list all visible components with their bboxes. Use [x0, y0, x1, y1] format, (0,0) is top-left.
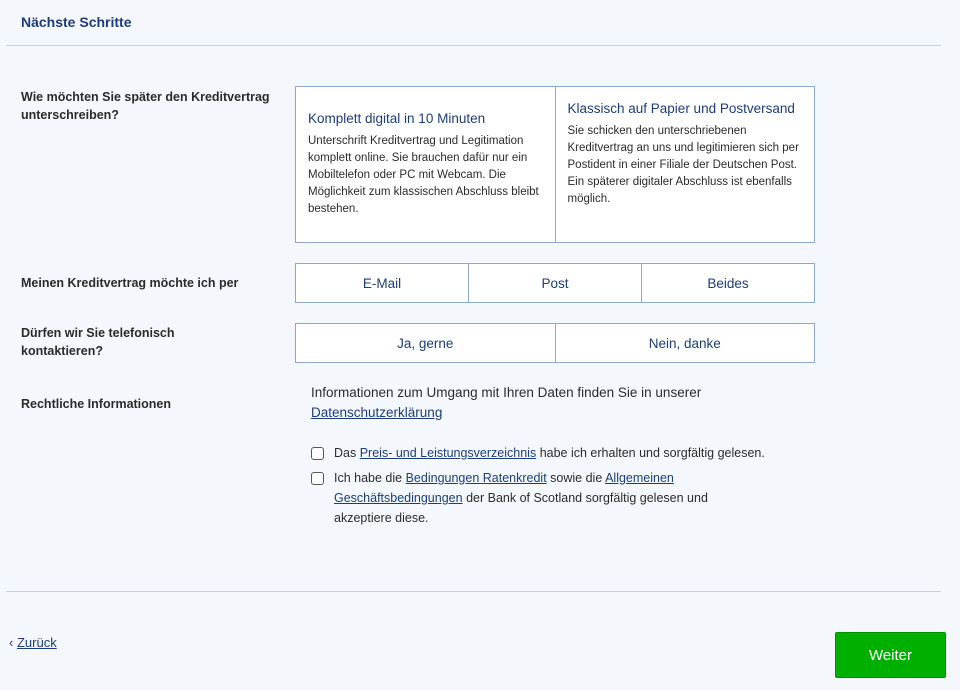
ratenkredit-terms-link[interactable]: Bedingungen Ratenkredit [405, 471, 547, 485]
legal-label: Rechtliche Informationen [21, 397, 172, 411]
sign-method-selector [295, 86, 815, 243]
cb2-pre: Ich habe die [334, 471, 403, 485]
back-link[interactable] [9, 635, 57, 650]
delivery-post[interactable]: Post [468, 264, 641, 302]
divider [6, 45, 941, 46]
option-paper[interactable] [555, 87, 815, 242]
phone-no[interactable]: Nein, danke [555, 324, 815, 362]
legal-section [311, 383, 836, 533]
terms-checkbox[interactable] [311, 472, 324, 485]
delivery-both[interactable]: Beides [641, 264, 814, 302]
checkbox-row-pricelist [311, 443, 836, 463]
privacy-info: Informationen zum Umgang mit Ihren Daten finden Sie in unserer [311, 385, 702, 400]
option-digital-text: Unterschrift Kreditvertrag und Legitimation komplett online. Sie brauchen dafür nur ein Mobiltelefon oder PC mit Webcam. Die Möglichkeit zum klassischen Abschluss bleibt bestehen. [308, 135, 539, 215]
privacy-link[interactable]: Datenschutzerklärung [311, 405, 443, 420]
option-digital-title: Komplett digital in 10 Minuten [308, 111, 486, 126]
cb2-mid: sowie die [550, 471, 603, 485]
phone-label: Dürfen wir Sie telefonisch kontaktieren? [21, 326, 175, 358]
footer-divider [6, 591, 941, 592]
sign-label: Wie möchten Sie später den Kreditvertrag unterschreiben? [21, 90, 270, 122]
back-label[interactable]: Zurück [16, 635, 57, 650]
delivery-selector [295, 263, 815, 303]
delivery-label: Meinen Kreditvertrag möchte ich per [21, 276, 239, 290]
cb2-post: der Bank of Scotland sorgfältig gelesen und akzeptiere diese. [334, 491, 708, 525]
phone-yes[interactable]: Ja, gerne [397, 335, 454, 351]
phone-selector [295, 323, 815, 363]
cb1-pre: Das [334, 446, 357, 460]
next-button[interactable]: Weiter [835, 632, 946, 678]
page-title: Nächste Schritte [21, 14, 132, 30]
legal-text [311, 383, 791, 423]
option-digital[interactable] [296, 87, 555, 242]
delivery-email[interactable]: E-Mail [362, 275, 402, 291]
option-paper-text: Sie schicken den unterschriebenen Kreditvertrag an uns und legitimieren sich per Postident in einer Filiale der Deutschen Post. Ein späterer digitaler Abschluss ist ebenfalls möglich. [567, 125, 799, 205]
option-paper-title: Klassisch auf Papier und Postversand [567, 101, 795, 116]
checkbox-row-terms [311, 468, 741, 528]
chevron-left-icon: ‹ [9, 635, 14, 650]
cb1-post: habe ich erhalten und sorgfältig gelesen. [539, 446, 765, 460]
pricelist-link[interactable]: Preis- und Leistungsverzeichnis [359, 446, 537, 460]
pricelist-checkbox[interactable] [311, 447, 324, 460]
agb-link[interactable]: Allgemeinen Geschäftsbedingungen [334, 471, 674, 505]
